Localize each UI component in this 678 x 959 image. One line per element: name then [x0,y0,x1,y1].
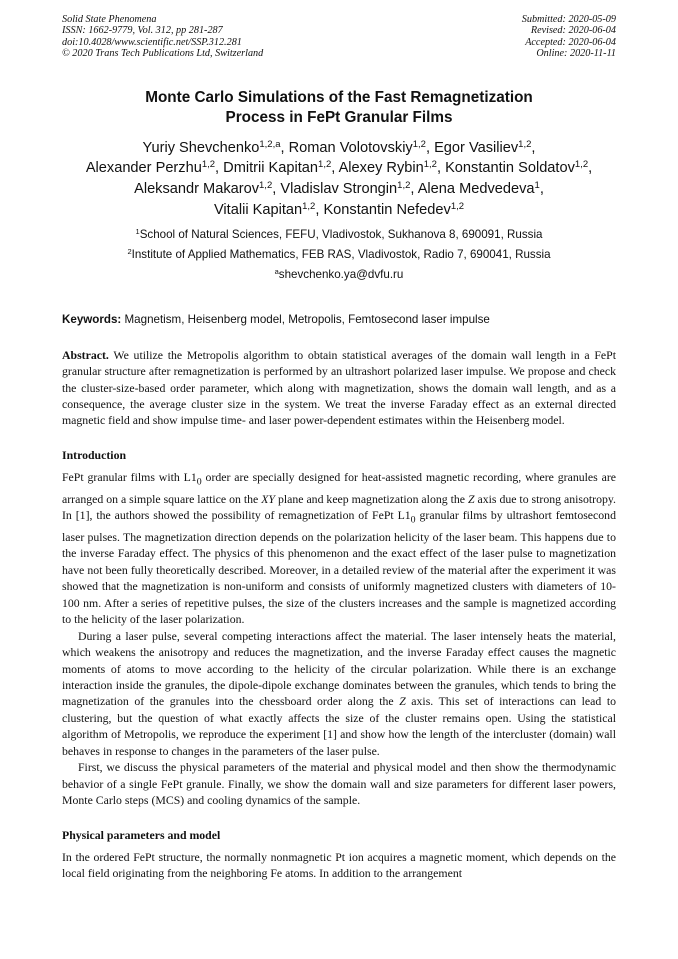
intro-paragraph-3: First, we discuss the physical parameters of the material and physical model and then show the thermodynamic behavior of a single FePt granule. Finally, we show the domain wall and size parameters for different laser powers, Monte Carlo steps (MCS) and cooling dynamics of the sample. [62,760,616,808]
author-affil: 1,2 [259,180,273,192]
author-affil: 1,2,a [259,138,281,150]
subscript: 0 [410,514,416,526]
author-name: Alexey Rybin [338,160,424,177]
intro-paragraph-1 [62,469,616,628]
math-symbol: Z [467,491,475,506]
email-marker: a [274,266,279,276]
header-meta [62,14,616,60]
paper-title [62,88,616,128]
author-affil: 1,2 [450,201,465,213]
affiliation-2 [62,245,616,265]
author-line-2: Alexander Perzhu$^{1,2}$, Dmitrii Kapitan$^{1,2}$, Alexey Rybin$^{1,2}$, Konstantin Soldatov$^{1,2}$, [85,159,593,177]
abstract-text: We utilize the Metropolis algorithm to obtain statistical averages of the domain wall length in a FePt granular structure after remagnetization is performed by an ultrashort polarized laser impulse. We propose and check the cluster-size-based order parameter, which along with magnetization, shows the domain wall length, and as a consequence, the average cluster size in the system. We treat the inverse Faraday effect as an external directed magnetic field and show impulse time- and laser power-dependent estimates within the Heisenberg model. [62,347,616,428]
author-affil: 1,2 [423,159,437,171]
accepted-date: Accepted: 2020-06-04 [525,36,616,48]
section-heading-introduction: Introduction [62,447,127,462]
math-symbol: Z [399,694,406,709]
dates-info [522,14,616,60]
author-name: Roman Volotovskiy [288,139,413,156]
affiliation-text: School of Natural Sciences, FEFU, Vladivostok, Sukhanova 8, 690091, Russia [139,227,543,241]
author-name: Egor Vasiliev [434,139,519,156]
author-line-1: Yuriy Shevchenko$^{1,2,a}$, Roman Volotovskiy$^{1,2}$, Egor Vasiliev$^{1,2}$, [142,138,536,156]
affiliation-1 [62,225,616,245]
author-name: Alexander Perzhu [85,160,202,177]
section-heading-physical: Physical parameters and model [62,827,221,842]
keywords-text: Magnetism, Heisenberg model, Metropolis, Femtosecond laser impulse [124,312,490,326]
author-name: Vitalii Kapitan [213,202,303,219]
author-affil: 1,2 [397,180,411,192]
author-affil: 1 [534,180,540,192]
revised-date: Revised: 2020-06-04 [530,25,616,37]
author-name: Yuriy Shevchenko [142,139,260,156]
affiliation-marker: 2 [127,246,132,256]
text-run: FePt granular films with L1 [62,469,197,484]
abstract-label: Abstract. [62,347,109,362]
intro-paragraph-2 [62,628,616,760]
copyright-line: © 2020 Trans Tech Publications Ltd, Switzerland [62,48,264,60]
doi-line: doi:10.4028/www.scientific.net/SSP.312.281 [62,36,242,48]
publication-info [62,14,263,60]
text-run: During a laser pulse, several competing interactions affect the material. The laser intensely heats the material, which weakens the anisotropy and reduces the magnetization, and the inverse Faraday effect causes the magnetic moments of atoms to move according to the helicity of the circular polarization. While there is an exchange interaction inside the granules, the dipole-dipole exchange dominates between the granules, which tends to bring the magnetization of the granules into the chessboard order along the [62,628,616,709]
author-name: Alena Medvedeva [417,181,535,198]
author-affil: 1,2 [302,201,316,213]
math-symbol: XY [261,491,275,506]
journal-name: Solid State Phenomena [62,14,157,25]
author-name: Aleksandr Makarov [134,181,260,198]
author-line-4: Vitalii Kapitan$^{1,2}$, Konstantin Nefedev$^{1,2}$ [213,201,465,219]
title-line-1: Monte Carlo Simulations of the Fast Remagnetization [145,88,533,106]
keywords-label: Keywords: [62,312,122,326]
author-line-3: Aleksandr Makarov$^{1,2}$, Vladislav Strongin$^{1,2}$, Alena Medvedeva$^1$, [134,180,544,198]
author-affil: 1,2 [574,159,589,171]
issn-line: ISSN: 1662-9779, Vol. 312, pp 281-287 [62,25,223,37]
author-name: Vladislav Strongin [280,181,398,198]
author-name: Konstantin Soldatov [445,160,575,177]
text-run: granular films by ultrashort femtosecond laser pulses. The magnetization direction depends on the polarization helicity of the laser beam. This happens due to the inverse Faraday effect. The physics of this phenomenon and the exact effect of the laser pulse to magnetization have not been fully theoretically described. Moreover, in a detailed review of the material after the experiment it was showed that the magnetization is non-uniform and consists of uniformly magnetized clusters with diameters of 10-100 nm. After a series of repetitive pulses, the size of the clusters increases and the sample is magnetized according to the helicity of the laser polarization. [62,508,616,627]
email-line [62,265,616,285]
keywords [62,313,616,327]
text-run: axis due to strong anisotropy. In [1], the authors showed the possibility of remagnetization of FePt L1 [62,491,616,523]
abstract [62,347,616,429]
author-name: Konstantin Nefedev [323,202,451,219]
title-line-2: Process in FePt Granular Films [225,108,453,126]
text-run: plane and keep magnetization along the [274,491,468,506]
affiliation-marker: 1 [135,226,140,236]
author-name: Dmitrii Kapitan [223,160,319,177]
text-run: order are specially designed for heat-assisted magnetic recording, where granules are arranged on a simple square lattice on the [62,469,616,506]
email-text: shevchenko.ya@dvfu.ru [278,267,404,281]
subscript: 0 [196,476,202,488]
author-affil: 1,2 [518,138,532,150]
author-list [62,138,616,221]
online-date: Online: 2020-11-11 [536,48,616,60]
author-affil: 1,2 [201,159,216,171]
submitted-date: Submitted: 2020-05-09 [521,14,616,25]
affiliation-text: Institute of Applied Mathematics, FEB RAS, Vladivostok, Radio 7, 690041, Russia [131,247,551,261]
author-affil: 1,2 [412,138,426,150]
physical-paragraph-1: In the ordered FePt structure, the normally nonmagnetic Pt ion acquires a magnetic moment, which depends on the local field originating from the neighboring Fe atoms. In addition to the arrangement [62,849,616,881]
text-run: axis. This set of interactions can lead to clustering, but the question of what exactly affects the size of the cluster remains open. Using the statistical algorithm of Metropolis, we reproduce the experiment [1] and show how the length of the intercluster (domain) wall behaves in response to changes in the parameters of the laser pulse. [62,694,616,758]
paper-page [62,14,616,882]
author-affil: 1,2 [318,159,332,171]
